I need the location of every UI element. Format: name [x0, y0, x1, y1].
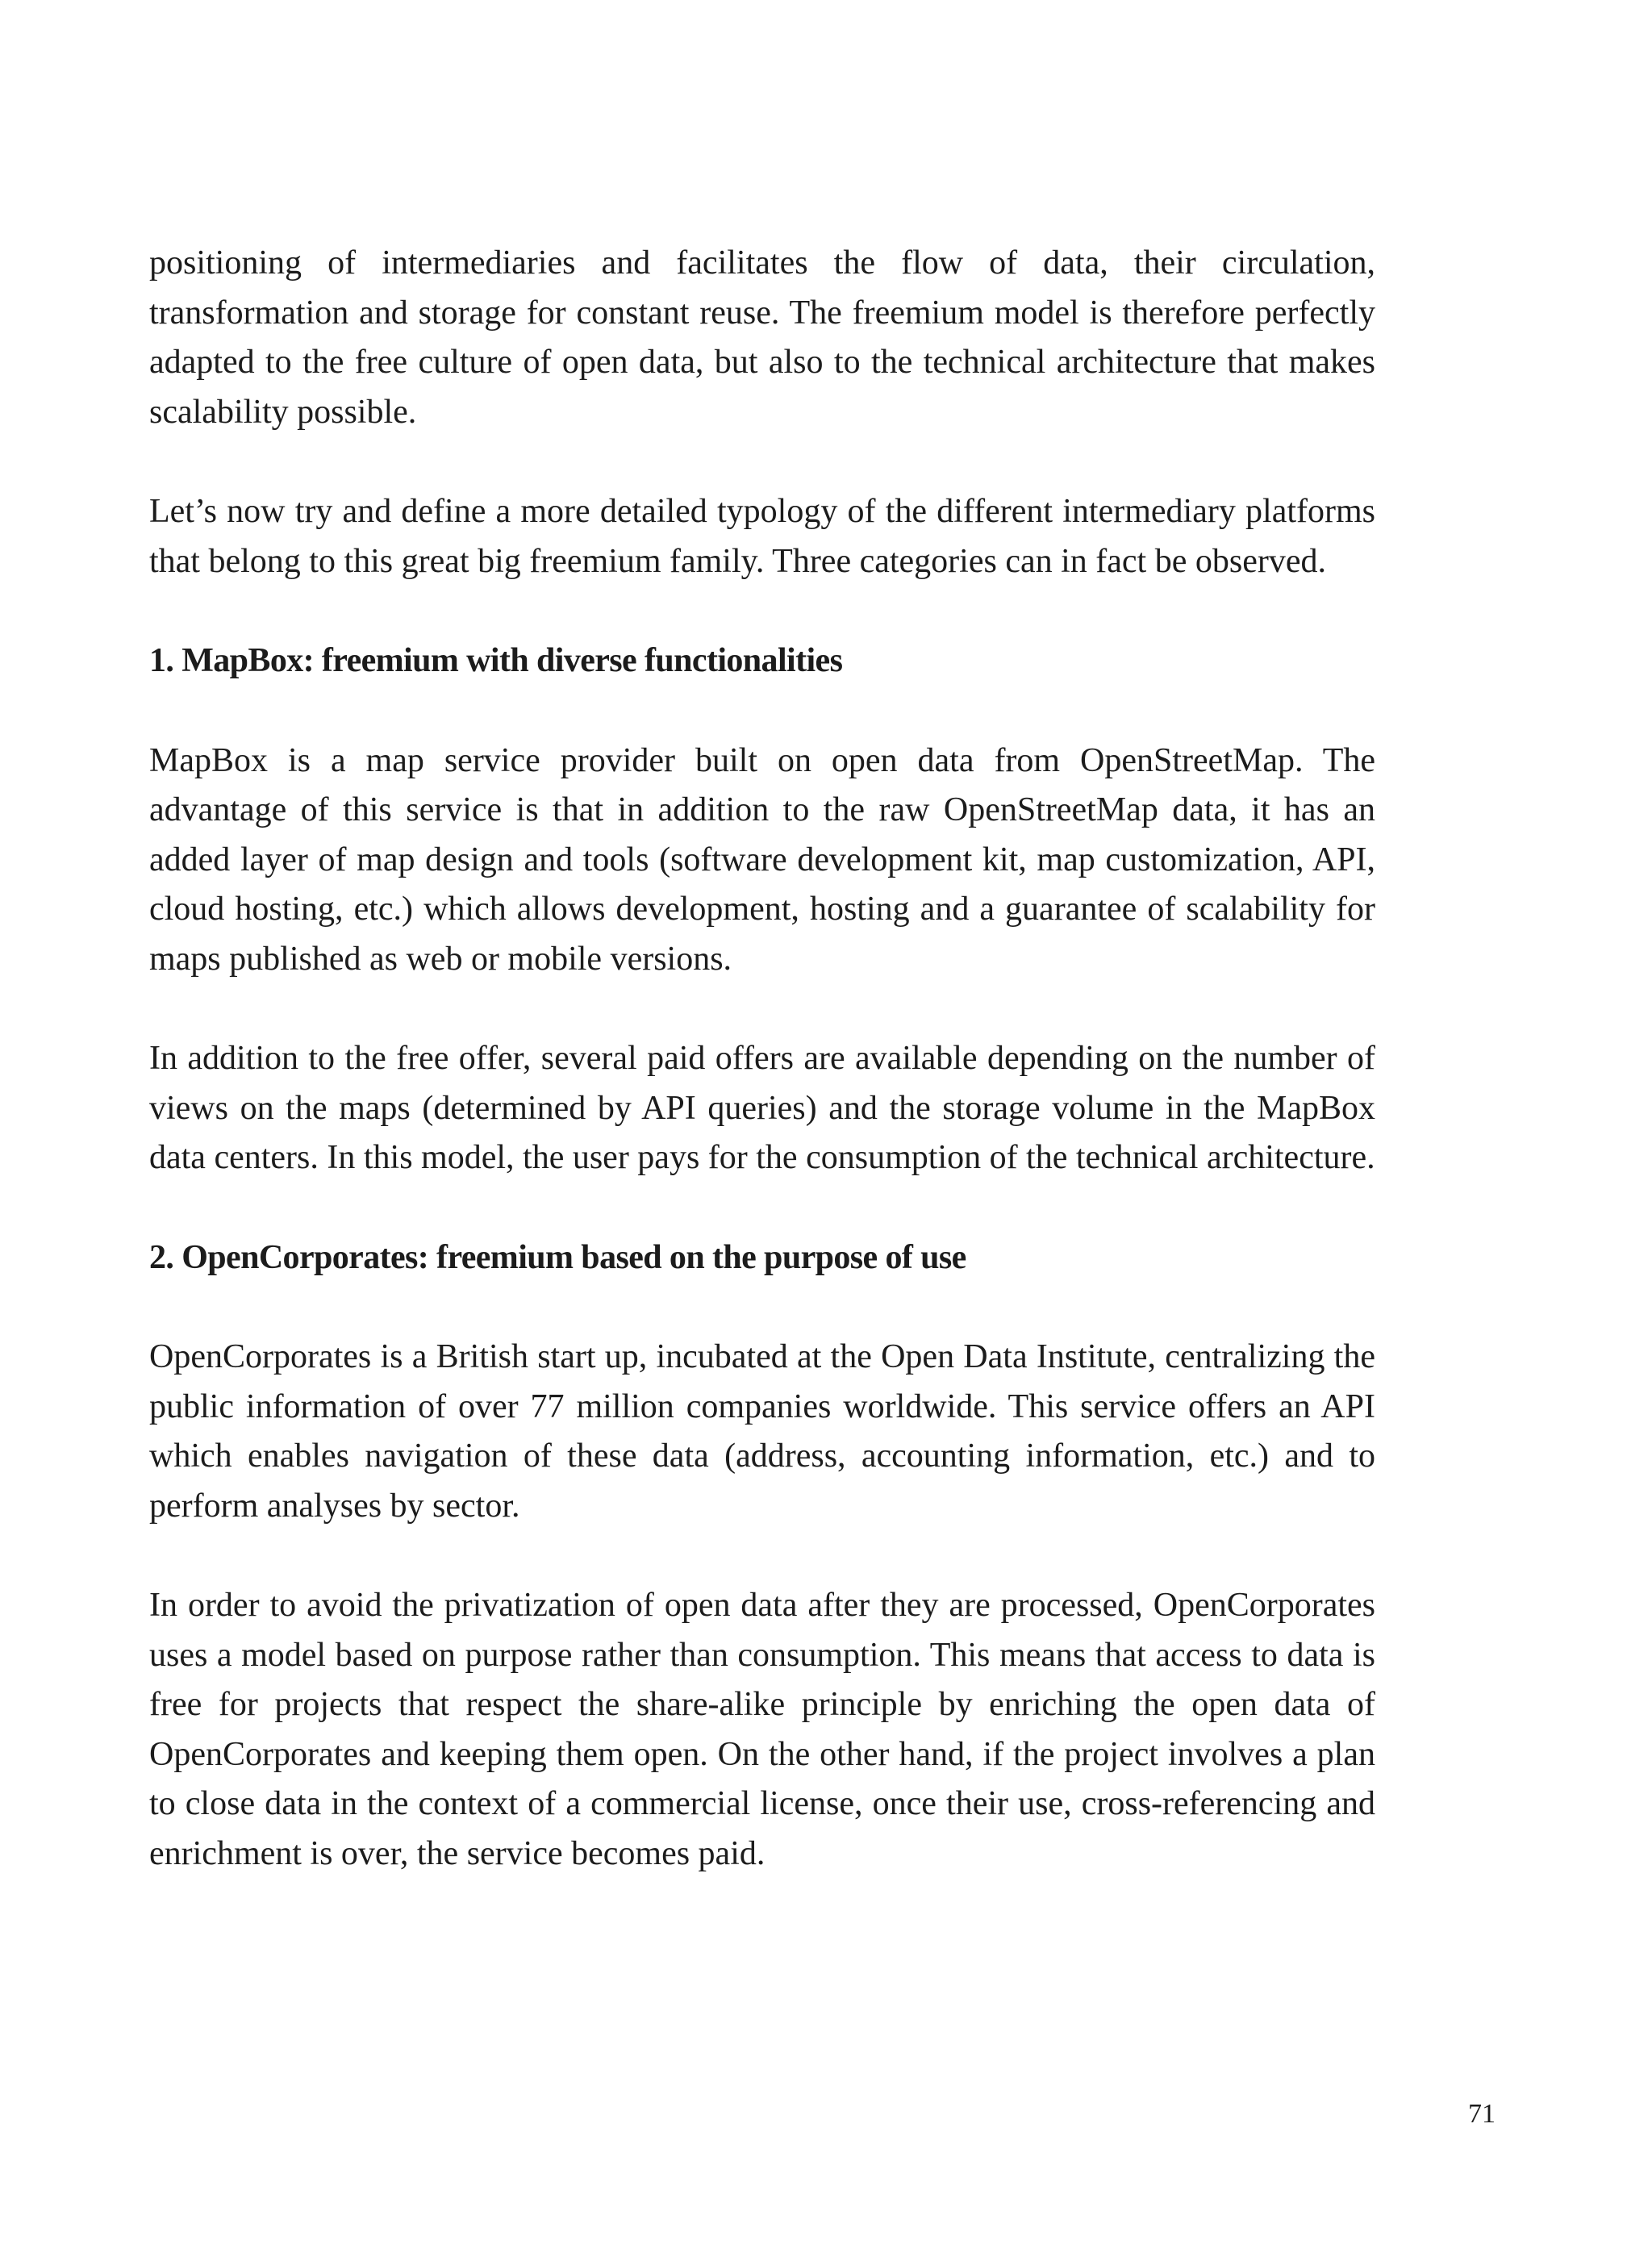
paragraph-opencorporates-model: In order to avoid the privatization of open data after they are processed, OpenCorporates uses a model based on purpose rather than consumption. This means that access to data is free for projects that respect the share-alike principle by enriching the open data of OpenCorporates and keeping them open. On the other hand, if the project involves a plan to close data in the context of a commercial license, once their use, cross-referencing and enrichment is over, the service becomes paid. — [149, 1587, 1375, 1872]
paragraph-mapbox-offers: In addition to the free offer, several paid offers are available depending on the number of views on the maps (determined by API queries) and the storage volume in the MapBox data centers. In this model, the user pays for the consumption of the technical architecture. — [149, 1040, 1375, 1176]
paragraph-opencorporates-description: OpenCorporates is a British start up, incubated at the Open Data Institute, centralizing the public information of over 77 million companies worldwide. This service offers an API which enables navigation of these data (address, accounting information, etc.) and to perform analyses by sector. — [149, 1338, 1375, 1525]
paragraph-mapbox-description: MapBox is a map service provider built on open data from OpenStreetMap. The advantage of this service is that in addition to the raw OpenStreetMap data, it has an added layer of map design and tools (software development kit, map customization, API, cloud hosting, etc.) which allows development, hosting and a guarantee of scalability for maps published as web or mobile versions. — [149, 741, 1375, 978]
section-heading-mapbox: 1. MapBox: freemium with diverse functionalities — [149, 642, 843, 679]
page-number: 71 — [1468, 2099, 1496, 2129]
section-heading-opencorporates: 2. OpenCorporates: freemium based on the purpose of use — [149, 1238, 966, 1276]
paragraph-typology: Let’s now try and define a more detailed typology of the different intermediary platforms that belong to this great big freemium family. Three categories can in fact be observed. — [149, 493, 1375, 580]
paragraph-intermediaries: positioning of intermediaries and facilitates the flow of data, their circulation, transformation and storage for constant reuse. The freemium model is therefore perfectly adapted to the free culture of open data, but also to the technical architecture that makes scalability possible. — [149, 244, 1375, 431]
body-text — [149, 239, 1375, 1929]
